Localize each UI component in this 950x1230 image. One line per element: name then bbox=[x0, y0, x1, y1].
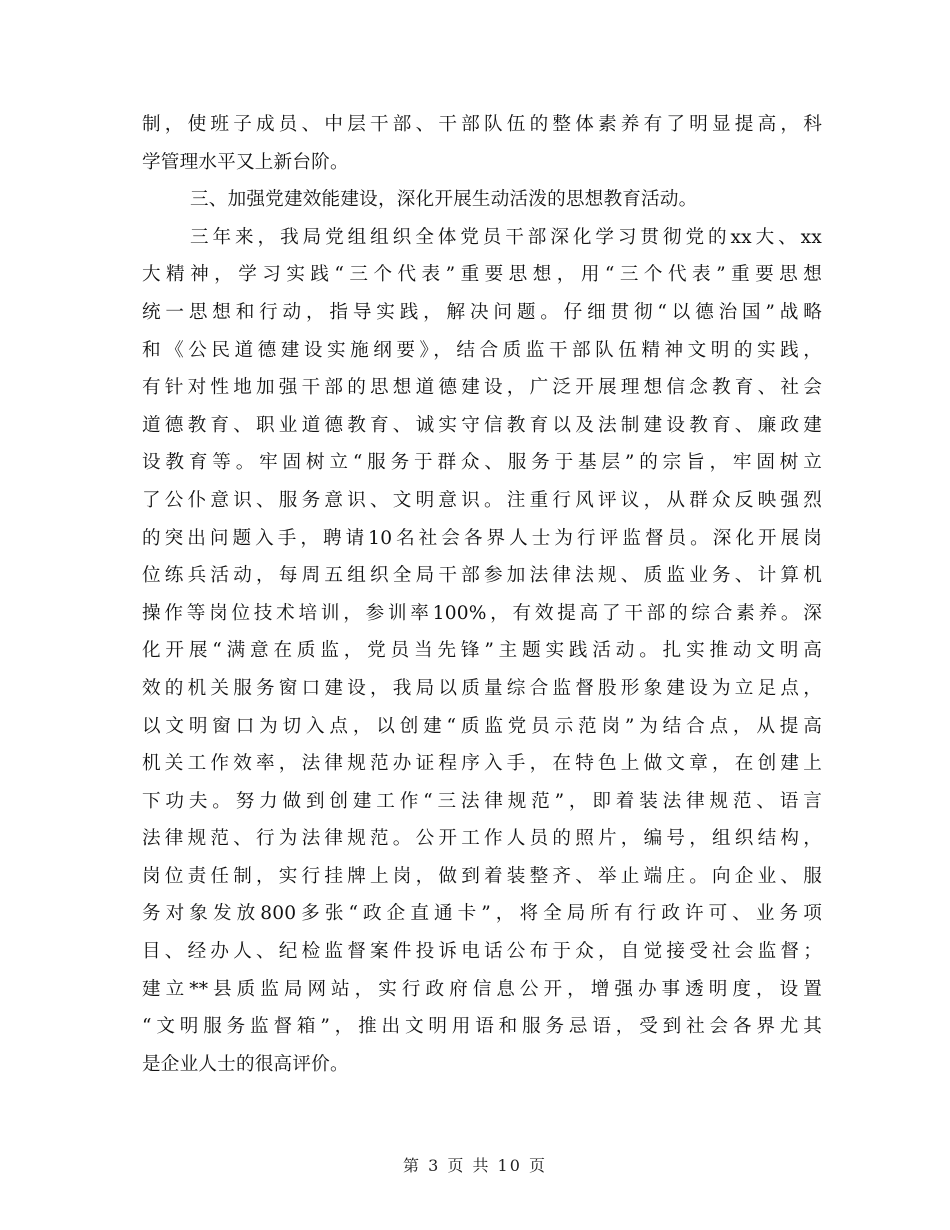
text-line: 的突出问题入手，聘请10名社会各界人士为行评监督员。深化开展岗 bbox=[142, 527, 822, 549]
text-line: 设教育等。牢固树立“服务于群众、服务于基层”的宗旨，牢固树立 bbox=[142, 452, 822, 474]
text-line: 下功夫。努力做到创建工作“三法律规范”，即着装法律规范、语言 bbox=[142, 790, 822, 812]
text-line: 建立**县质监局网站，实行政府信息公开，增强办事透明度，设置 bbox=[142, 978, 822, 1000]
text-line: 操作等岗位技术培训，参训率100%，有效提高了干部的综合素养。深 bbox=[142, 602, 822, 624]
section-heading: 三、加强党建效能建设，深化开展生动活泼的思想教育活动。 bbox=[190, 189, 698, 211]
text-line: 三年来，我局党组组织全体党员干部深化学习贯彻党的xx大、xx bbox=[190, 226, 822, 248]
text-line: 了公仆意识、服务意识、文明意识。注重行风评议，从群众反映强烈 bbox=[142, 489, 822, 511]
text-line: 岗位责任制，实行挂牌上岗，做到着装整齐、举止端庄。向企业、服 bbox=[142, 865, 822, 887]
text-line: 法律规范、行为法律规范。公开工作人员的照片，编号，组织结构， bbox=[142, 828, 822, 850]
text-line: 务对象发放800多张“政企直通卡”，将全局所有行政许可、业务项 bbox=[142, 903, 822, 925]
text-line: 位练兵活动，每周五组织全局干部参加法律法规、质监业务、计算机 bbox=[142, 565, 822, 587]
text-line: 是企业人士的很高评价。 bbox=[142, 1053, 349, 1075]
text-line: 道德教育、职业道德教育、诚实守信教育以及法制建设教育、廉政建 bbox=[142, 414, 822, 436]
text-line: 统一思想和行动，指导实践，解决问题。仔细贯彻“以德治国”战略 bbox=[142, 301, 822, 323]
text-line: 以文明窗口为切入点，以创建“质监党员示范岗”为结合点，从提高 bbox=[142, 715, 822, 737]
text-line: 制，使班子成员、中层干部、干部队伍的整体素养有了明显提高，科 bbox=[142, 114, 822, 135]
text-line: 大精神，学习实践“三个代表”重要思想，用“三个代表”重要思想 bbox=[142, 264, 822, 286]
text-line: 学管理水平又上新台阶。 bbox=[142, 151, 349, 173]
text-line: 有针对性地加强干部的思想道德建设，广泛开展理想信念教育、社会 bbox=[142, 377, 822, 399]
text-line: 目、经办人、纪检监督案件投诉电话公布于众，自觉接受社会监督； bbox=[142, 941, 822, 963]
text-line: 和《公民道德建设实施纲要》，结合质监干部队伍精神文明的实践， bbox=[142, 339, 822, 361]
body-text bbox=[142, 106, 822, 1083]
text-line: 机关工作效率，法律规范办证程序入手，在特色上做文章，在创建上 bbox=[142, 753, 822, 775]
text-line: “文明服务监督箱”，推出文明用语和服务忌语，受到社会各界尤其 bbox=[142, 1016, 822, 1038]
text-line: 化开展“满意在质监，党员当先锋”主题实践活动。扎实推动文明高 bbox=[142, 640, 822, 662]
page-number: 第 3 页 共 10 页 bbox=[403, 1156, 547, 1175]
text-line: 效的机关服务窗口建设，我局以质量综合监督股形象建设为立足点， bbox=[142, 677, 822, 699]
